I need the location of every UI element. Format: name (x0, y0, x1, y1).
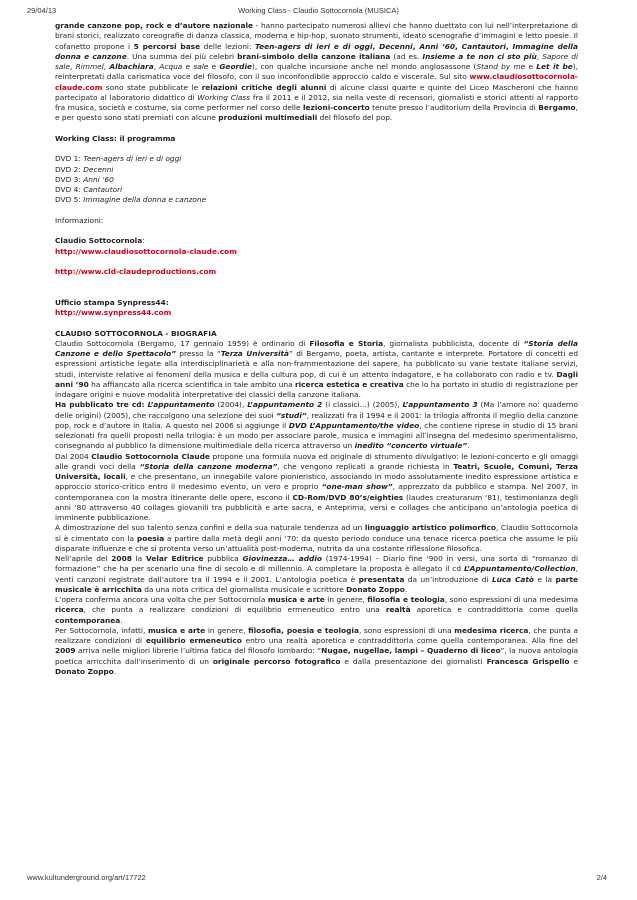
page-header (0, 6, 637, 18)
footer-url: www.kultunderground.org/art/17722 (27, 873, 146, 882)
press-title: Ufficio stampa Synpress44: (55, 297, 169, 307)
intro-paragraph: grande canzone pop, rock e d’autore nazionale - hanno partecipato numerosi allievi che hanno duettato con lui nell’interpretazione di brani storici, realizzato coreografie di danza classica, moderna e hip-hop, suonato strumenti, ideato scenografie d’immagini e letto poesie. Il cofanetto propone i 5 percorsi base delle lezioni: Teen-agers di ieri e di oggi, Decenni, Anni ‘60, Cantautori, Immagine della donna e canzone. Una summa dei più celebri brani-simbolo della canzone italiana (ad es. Insieme a te non ci sto più, Sapore di sale, Rimmel, Albachiara, Acqua e sale e Geordie), con qualche incursione anche nel mondo anglosassone (Stand by me e Let it be), reinterpretati dalla carismatica voce del filosofo, con il suo inconfondibile approccio caldo e viscerale. Sul sito www.claudiosottocornola-claude.com sono state pubblicate le relazioni critiche degli alunni di alcune classi quarte e quinte del Liceo Mascheroni che hanno partecipato al laboratorio didattico di Working Class fra il 2011 e il 2012, sia nella veste di recensori, giornalisti e storici attenti al rapporto fra musica, società e costume, sia come performer nel corso delle lezioni-concerto tenute presso l’auditorium della Provincia di Bergamo, e per questo sono stati premiati con alcune produzioni multimediali del filosofo del pop. (55, 21, 579, 123)
link-cld-claudeproductions[interactable]: http://www.cld-claudeproductions.com (55, 267, 217, 276)
bio-paragraph: A dimostrazione del suo talento senza confini e della sua naturale tendenza ad un linguaggio artistico polimorfico, Claudio Sottocornola si è cimentato con la poesia a partire dalla metà degli anni ‘70: da questo periodo conduce una tenace ricerca poetica che assume le più disparate influenze e che si protenta verso un’attualità post-moderna, nutrita da una costante riflessione filosofica. (55, 523, 578, 553)
link-claudiosottocornola[interactable]: http://www.claudiosottocornola-claude.com (55, 246, 237, 256)
bio-paragraph: Claudio Sottocornola (Bergamo, 17 gennaio 1959) è ordinario di Filosofia e Storia, giornalista pubblicista, docente di “Storia della Canzone e dello Spettacolo” presso la “Terza Università” di Bergamo, poeta, artista, cantante e interprete. Portatore di concetti ed espressioni artistiche legate alla interdisciplinarietà e alla non-frammentazione del sapere, ha pubblicato su varie testate italiane servizi, studi, interviste relative ai fenomeni della musica e della cultura pop, di cui è un attento indagatore, e ha collaborato con radio e tv. Dagli anni ’90 ha affiancato alla ricerca scientifica in tale ambito una ricerca estetica e creativa che lo ha portato in studio di registrazione per indagare origini e nuove modalità interpretative dei classici della canzone italiana. (55, 338, 579, 399)
info-label: Informazioni: (55, 215, 104, 225)
program-item: DVD 4: Cantautori (55, 185, 123, 194)
bio-paragraph: Per Sottocornola, infatti, musica e arte in genere, filosofia, poesia e teologia, sono espressioni di una medesima ricerca, che punta a realizzare condizioni di equilibrio ermeneutico entro una realtà aporetica e contraddittoria come quella contemporanea. Alla fine del 2009 arriva nelle migliori librerie l’ultima fatica del filosofo lombardo: “Nugae, nugellae, lampi – Quaderno di liceo”, la nuova antologia poetica arricchita dall’inserimento di un originale percorso fotografico e dalla presentazione dei giornalisti Francesca Grispello e Donato Zoppo. (55, 625, 579, 676)
footer-page-number: 2/4 (596, 873, 607, 882)
bio-paragraph: Dal 2004 Claudio Sottocornola Claude propone una formula nuova ed originale di strumento divulgativo: le lezioni-concerto e gli omaggi alle grandi voci della “Storia della canzone moderna”, che vengono replicati a grande richiesta in Teatri, Scuole, Comuni, Terza Università, locali, e che presentano, un innegabile valore pionieristico, associando in modo assolutamente inedito espressione artistica e approccio storico-critico entro il medesimo evento, un vero e proprio “one-man show”, apprezzato da pubblico e stampa. Nel 2007, in contemporanea con la mostra itinerante delle opere, escono il CD-Rom/DVD 80’s/eighties (laudes creaturarum ‘81), testimonianza degli anni ‘80 attraverso 40 collages giovanili tra pubblicità e arte sacra, e Anteprima, versi e collages che anticipano un’antologia poetica di imminente pubblicazione. (55, 451, 579, 522)
contact-name: Claudio Sottocornola: (55, 236, 145, 246)
bio-paragraph: Nell’aprile del 2008 la Velar Editrice pubblica Giovinezza… addio (1974-1994) – Diario fine ‘900 in versi, una sorta di “romanzo di formazione” che ha per scenario una fine di secolo e di millennio. A completare la proposta è allegato il cd L’Appuntamento/Collection, venti canzoni registrate dall’autore tra il 1994 e il 2001. L’antologia poetica è presentata da un’introduzione di Luca Catò e la parte musicale è arricchita da una nota critica del giornalista musicale e scrittore Donato Zoppo. (55, 554, 579, 594)
program-item: DVD 3: Anni ‘60 (55, 174, 114, 184)
page-footer (0, 873, 637, 885)
article-body (55, 21, 578, 677)
link[interactable]: www.claudiosottocornola-claude.com (55, 72, 578, 92)
bio-paragraph: L’opera conferma ancora una volta che per Sottocornola musica e arte in genere, filosofia e teologia, sono espressioni di una medesima ricerca, che punta a realizzare condizioni di equilibrio ermeneutico entro una realtà aporetica e contraddittoria come quella contemporanea. (55, 595, 579, 625)
bio-paragraph: Ha pubblicato tre cd: L’appuntamento (2004), L’appuntamento 2 (i classici…) (2005), L’appuntamento 3 (Ma l’amore no: quaderno delle origini) (2005), che raccolgono una selezione dei suoi “studi”, realizzati fra il 1994 e il 2001: la trilogia affronta il meglio della canzone pop, rock e d’autore in Italia. A questo nel 2006 si aggiunge il DVD L’Appuntamento/the video, che contiene riprese in studio di 15 brani selezionati fra quelli proposti nella trilogia: è un modo per associare parole, musica e immagini all’insegna del medesimo sperimentalismo, consegnando al pubblico la dimensione multimediale della ricerca attraverso un inedito “concerto virtuale”. (55, 400, 578, 451)
program-item: DVD 1: Teen-agers di ieri e di oggi (55, 154, 182, 164)
bio-title: CLAUDIO SOTTOCORNOLA - BIOGRAFIA (55, 328, 217, 338)
header-date: 29/04/13 (27, 6, 57, 15)
program-title: Working Class: il programma (55, 133, 176, 143)
program-item: DVD 2: Decenni (55, 164, 114, 174)
header-title: Working Class - Claudio Sottocornola (MUSICA) (238, 6, 399, 15)
program-list (55, 154, 578, 205)
program-item: DVD 5: Immagine della donna e canzone (55, 195, 207, 205)
link-synpress44[interactable]: http://www.synpress44.com (55, 308, 172, 317)
